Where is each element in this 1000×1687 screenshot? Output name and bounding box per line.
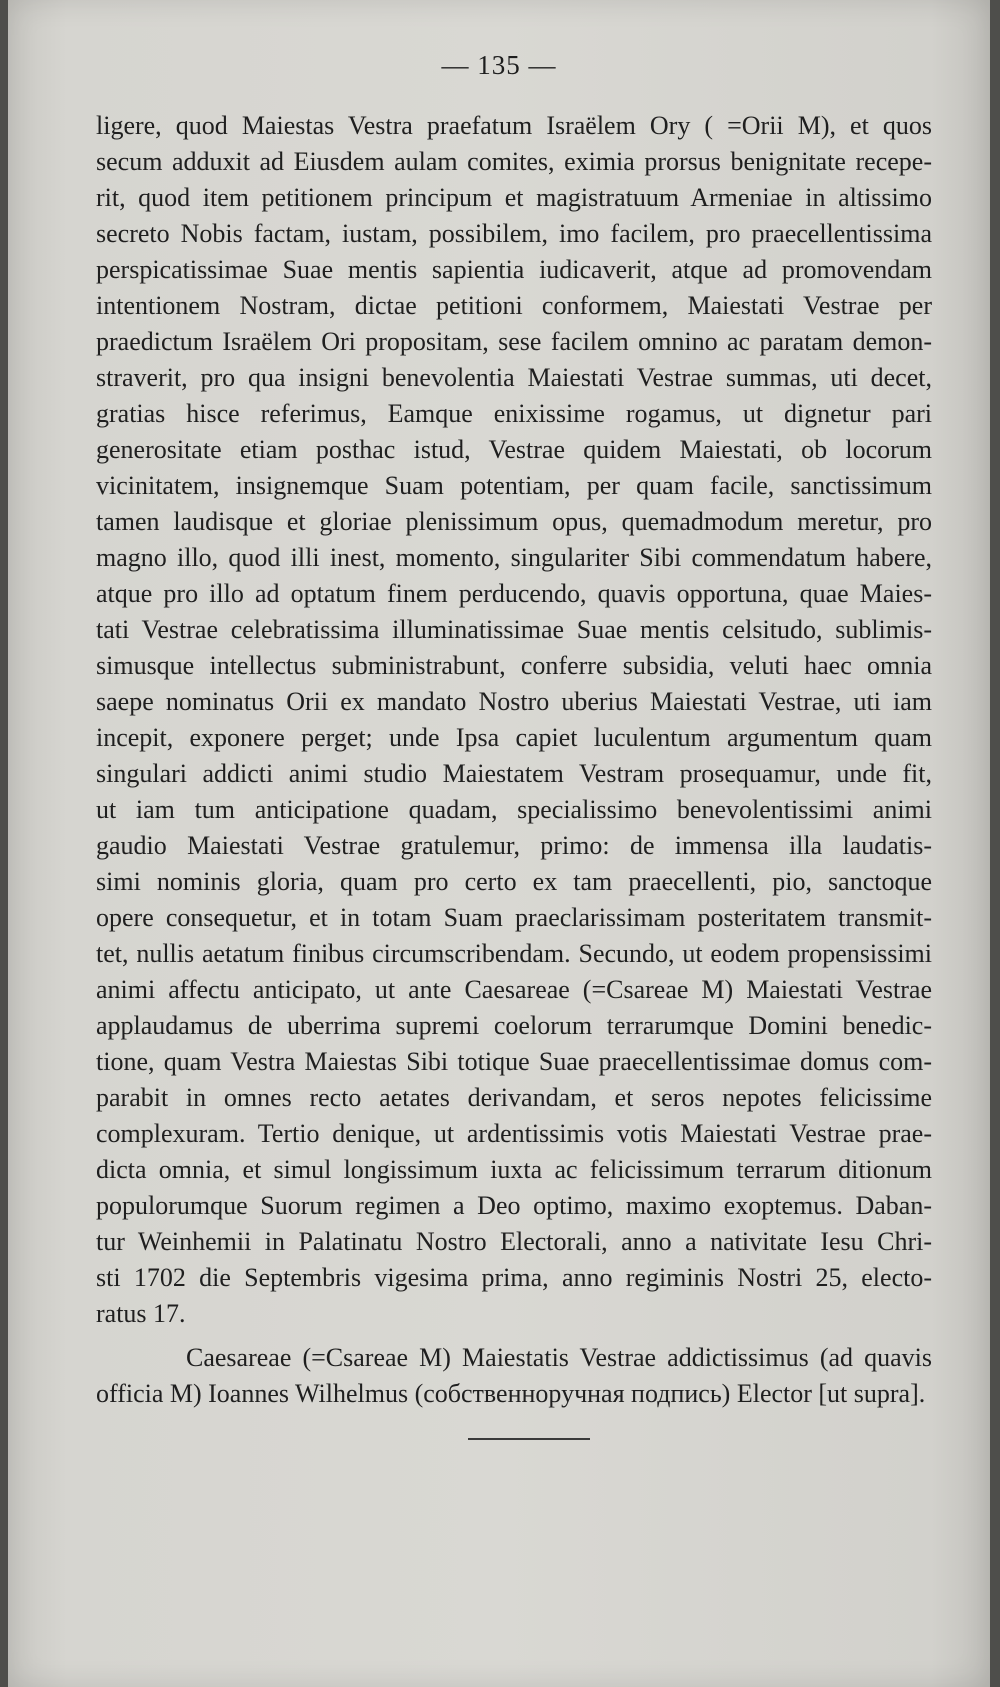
text-line: singulari addicti animi studio Maiestatem Vestram prosequamur, unde fit,	[96, 759, 932, 788]
text-line: tet, nullis aetatum finibus circumscribendam. Secundo, ut eodem propensissimi	[96, 939, 932, 968]
text-line: simusque intellectus subministrabunt, conferre subsidia, veluti haec omnia	[96, 651, 932, 680]
text-line: dicta omnia, et simul longissimum iuxta ac felicissimum terrarum ditionum	[96, 1155, 932, 1184]
body-text	[96, 108, 932, 1412]
text-line: rit, quod item petitionem principum et magistratuum Armeniae in altissimo	[96, 183, 932, 212]
text-line: atque pro illo ad optatum finem perducendo, quavis opportuna, quae Maies-	[96, 579, 932, 608]
book-page	[8, 0, 990, 1687]
text-line: straverit, pro qua insigni benevolentia Maiestati Vestrae summas, uti decet,	[96, 363, 932, 392]
text-line: gratias hisce referimus, Eamque enixissime rogamus, ut dignetur pari	[96, 399, 932, 428]
text-line: gaudio Maiestati Vestrae gratulemur, primo: de immensa illa laudatis-	[96, 831, 932, 860]
text-line: applaudamus de uberrima supremi coelorum terrarumque Domini benedic-	[96, 1011, 932, 1040]
text-line: sti 1702 die Septembris vigesima prima, anno regiminis Nostri 25, electo-	[96, 1263, 932, 1292]
text-line: tati Vestrae celebratissima illuminatissimae Suae mentis celsitudo, sublimis-	[96, 615, 932, 644]
text-line: secum adduxit ad Eiusdem aulam comites, eximia prorsus benignitate recepe-	[96, 147, 932, 176]
page-number: — 135 —	[441, 50, 557, 80]
closing-rule	[468, 1438, 590, 1440]
text-line: praedictum Israëlem Ori propositam, sese facilem omnino ac paratam demon-	[96, 327, 932, 356]
text-line: complexuram. Tertio denique, ut ardentissimis votis Maiestati Vestrae prae-	[96, 1119, 932, 1148]
text-line: saepe nominatus Orii ex mandato Nostro uberius Maiestati Vestrae, uti iam	[96, 687, 932, 716]
signature-line: officia M) Ioannes Wilhelmus (собственноручная подпись) Elector [ut supra].	[96, 1379, 926, 1408]
text-line: vicinitatem, insignemque Suam potentiam, per quam facile, sanctissimum	[96, 471, 932, 500]
text-line: intentionem Nostram, dictae petitioni conformem, Maiestati Vestrae per	[96, 291, 932, 320]
text-line: tamen laudisque et gloriae plenissimum opus, quemadmodum meretur, pro	[96, 507, 932, 536]
text-line: populorumque Suorum regimen a Deo optimo, maximo exoptemus. Daban-	[96, 1191, 932, 1220]
signature-line: Caesareae (=Csareae M) Maiestatis Vestrae addictissimus (ad quavis	[186, 1343, 932, 1372]
text-line: opere consequetur, et in totam Suam praeclarissimam posteritatem transmit-	[96, 903, 932, 932]
text-line: perspicatissimae Suae mentis sapientia iudicaverit, atque ad promovendam	[96, 255, 932, 284]
text-line: tur Weinhemii in Palatinatu Nostro Electorali, anno a nativitate Iesu Chri-	[96, 1227, 932, 1256]
text-line: ut iam tum anticipatione quadam, specialissimo benevolentissimi animi	[96, 795, 932, 824]
text-line: secreto Nobis factam, iustam, possibilem, imo facilem, pro praecellentissima	[96, 219, 932, 248]
text-line: animi affectu anticipato, ut ante Caesareae (=Csareae M) Maiestati Vestrae	[96, 975, 932, 1004]
text-line-last: ratus 17.	[96, 1299, 186, 1328]
text-line: magno illo, quod illi inest, momento, singulariter Sibi commendatum habere,	[96, 543, 932, 572]
text-line: incepit, exponere perget; unde Ipsa capiet luculentum argumentum quam	[96, 723, 932, 752]
text-line: ligere, quod Maiestas Vestra praefatum Israëlem Ory ( =Orii M), et quos	[96, 111, 932, 140]
text-line: simi nominis gloria, quam pro certo ex tam praecellenti, pio, sanctoque	[96, 867, 932, 896]
text-line: tione, quam Vestra Maiestas Sibi totique Suae praecellentissimae domus com-	[96, 1047, 932, 1076]
text-line: generositate etiam posthac istud, Vestrae quidem Maiestati, ob locorum	[96, 435, 932, 464]
text-line: parabit in omnes recto aetates derivandam, et seros nepotes felicissime	[96, 1083, 932, 1112]
